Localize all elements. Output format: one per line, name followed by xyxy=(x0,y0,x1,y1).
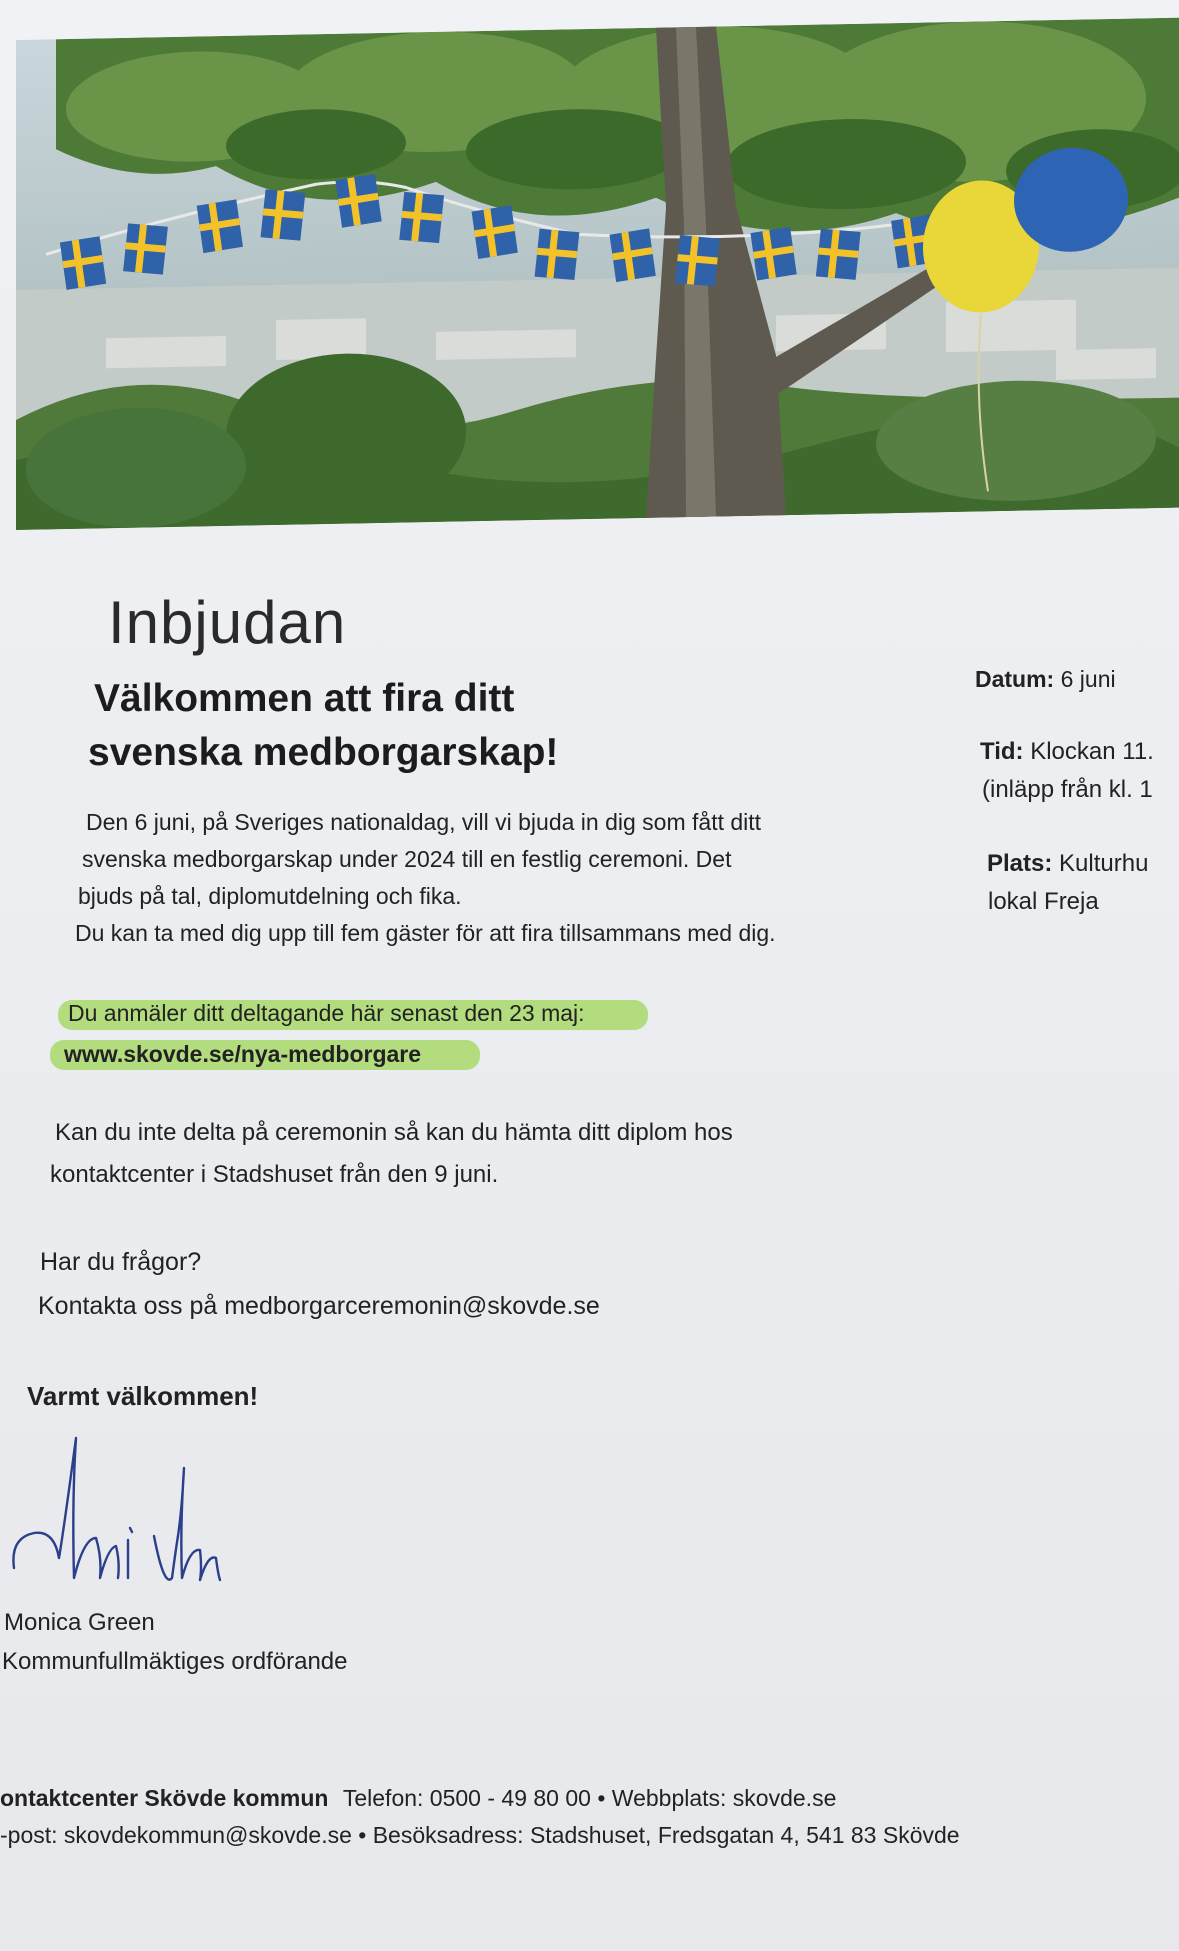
place-row xyxy=(987,850,1148,878)
time-value: Klockan 11. xyxy=(1030,738,1154,765)
contact-email[interactable]: Kontakta oss på medborgarceremonin@skovde.se xyxy=(38,1292,600,1320)
headline-line-1: Välkommen att fira ditt xyxy=(94,677,515,720)
signer-role: Kommunfullmäktiges ordförande xyxy=(2,1648,348,1675)
swedish-flag-icon xyxy=(261,189,306,240)
registration-link[interactable]: www.skovde.se/nya-medborgare xyxy=(64,1041,422,1067)
signature-icon xyxy=(4,1428,234,1613)
swedish-flag-icon xyxy=(535,229,580,280)
swedish-flag-icon xyxy=(197,199,243,253)
headline-line-2: svenska medborgarskap! xyxy=(88,731,559,774)
headline xyxy=(88,672,559,780)
place-label: Plats: xyxy=(987,850,1053,877)
registration-text: Du anmäler ditt deltagande här senast den 23 maj: xyxy=(68,1000,585,1026)
closing-greeting: Varmt välkommen! xyxy=(27,1381,259,1411)
footer-org: ontaktcenter Skövde kommun xyxy=(0,1785,329,1811)
place-note: lokal Freja xyxy=(988,888,1099,915)
swedish-flag-icon xyxy=(750,227,796,281)
date-label: Datum: xyxy=(975,666,1055,692)
swedish-flag-icon xyxy=(123,223,168,274)
time-label: Tid: xyxy=(980,738,1024,765)
swedish-flag-icon xyxy=(60,236,106,290)
questions-heading: Har du frågor? xyxy=(40,1248,202,1276)
swedish-flag-icon xyxy=(675,235,720,286)
header-photo xyxy=(16,18,1179,530)
date-value: 6 juni xyxy=(1060,666,1116,692)
intro-line-3: bjuds på tal, diplomutdelning och fika. xyxy=(78,883,462,909)
time-row xyxy=(980,738,1154,766)
swedish-flag-icon xyxy=(816,229,861,280)
swedish-flag-icon xyxy=(609,228,655,282)
cannot-attend-line-2: kontaktcenter i Stadshuset från den 9 juni. xyxy=(50,1161,499,1188)
page-title: Inbjudan xyxy=(108,589,347,656)
intro-line-4: Du kan ta med dig upp till fem gäster för att fira tillsammans med dig. xyxy=(75,920,776,946)
cannot-attend-line-1: Kan du inte delta på ceremonin så kan du hämta ditt diplom hos xyxy=(55,1119,733,1146)
signer-name: Monica Green xyxy=(4,1609,155,1636)
footer-line-1 xyxy=(0,1785,836,1812)
footer-line-2: -post: skovdekommun@skovde.se • Besöksadress: Stadshuset, Fredsgatan 4, 541 83 Skövde xyxy=(0,1822,960,1848)
swedish-flag-icon xyxy=(472,205,518,259)
time-note: (inläpp från kl. 1 xyxy=(982,776,1153,803)
swedish-flag-icon xyxy=(399,192,444,243)
intro-line-1: Den 6 juni, på Sveriges nationaldag, vill vi bjuda in dig som fått ditt xyxy=(86,809,762,835)
intro-line-2: svenska medborgarskap under 2024 till en festlig ceremoni. Det xyxy=(82,846,732,872)
swedish-flag-icon xyxy=(335,174,381,228)
tree-with-flags-image xyxy=(16,18,1179,530)
footer-contact: Telefon: 0500 - 49 80 00 • Webbplats: skovde.se xyxy=(342,1785,837,1811)
date-row xyxy=(975,666,1116,693)
place-value: Kulturhu xyxy=(1059,850,1149,877)
